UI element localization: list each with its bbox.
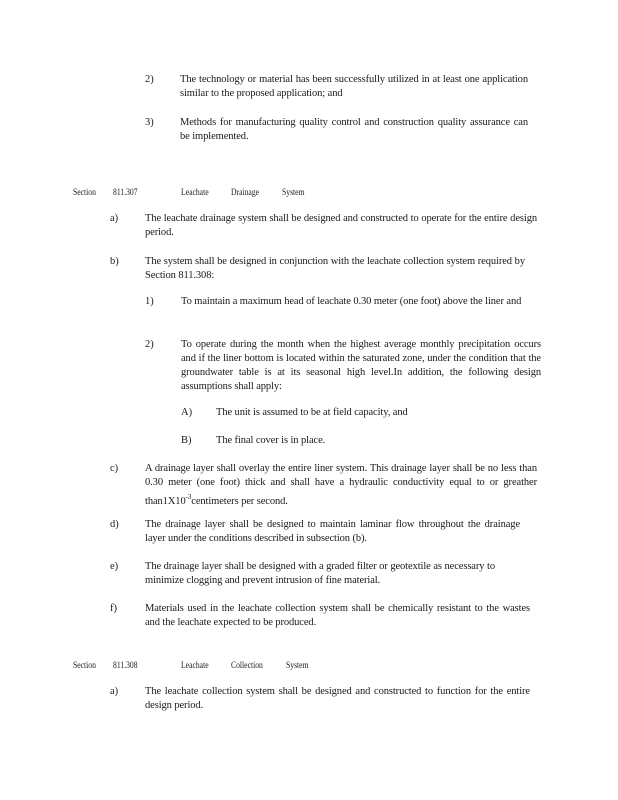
section-number: 811.308: [113, 660, 138, 670]
item-b2B-text: The final cover is in place.: [216, 435, 326, 446]
item-a-label: a): [110, 213, 119, 224]
item-d-label: d): [110, 519, 119, 530]
exponent: -3: [185, 493, 192, 501]
item-b2A-label: A): [181, 407, 193, 418]
section-word: Section: [73, 187, 96, 197]
item-c-text-before: A drainage layer shall overlay the entire liner system. This drainage layer shall be no less than 0.30 meter (one foot) thick and shall have a hydraulic conductivity equal to or greather than1X10: [145, 463, 537, 507]
item-c-text-after: centimeters per second.: [191, 496, 288, 507]
item-b2-text: To operate during the month when the highest average monthly precipitation occurs and if the liner bottom is located within the saturated zone, under the condition that the groundwater table is at its seasonal high level.In addition, the following design assumptions shall apply:: [181, 339, 541, 392]
section-title-word: Leachate: [181, 660, 209, 670]
item-308a-label: a): [110, 686, 119, 697]
section-title-word: System: [282, 187, 305, 197]
section-title-word: Drainage: [231, 187, 260, 197]
item-e-label: e): [110, 561, 119, 572]
section-title-word: Leachate: [181, 187, 209, 197]
item-b2-label: 2): [145, 339, 154, 350]
item-b2B-label: B): [181, 435, 192, 446]
item-2-text: The technology or material has been successfully utilized in at least one application similar to the proposed application; and: [180, 74, 528, 99]
section-title-word: System: [286, 660, 309, 670]
section-number: 811.307: [113, 187, 138, 197]
section-word: Section: [73, 660, 96, 670]
item-d-text: The drainage layer shall be designed to maintain laminar flow throughout the drainage layer under the conditions described in subsection (b).: [145, 519, 520, 544]
item-c-label: c): [110, 463, 119, 474]
item-f-label: f): [110, 603, 117, 614]
item-b1-label: 1): [145, 296, 154, 307]
item-c-text: [145, 462, 537, 509]
item-e-text: The drainage layer shall be designed with a graded filter or geotextile as necessary to minimize clogging and prevent intrusion of fine material.: [145, 561, 495, 586]
item-3-text: Methods for manufacturing quality control and construction quality assurance can be implemented.: [180, 117, 528, 142]
item-3-label: 3): [145, 117, 154, 128]
item-b-label: b): [110, 256, 119, 267]
item-f-text: Materials used in the leachate collection system shall be chemically resistant to the wastes and the leachate expected to be produced.: [145, 603, 530, 628]
section-title-word: Collection: [231, 660, 263, 670]
item-308a-text: The leachate collection system shall be designed and constructed to function for the entire design period.: [145, 686, 530, 711]
item-a-text: The leachate drainage system shall be designed and constructed to operate for the entire design period.: [145, 213, 537, 238]
item-b-text: The system shall be designed in conjunction with the leachate collection system required by Section 811.308:: [145, 256, 525, 281]
item-b1-text: To maintain a maximum head of leachate 0.30 meter (one foot) above the liner and: [181, 296, 522, 307]
item-2-label: 2): [145, 74, 154, 85]
item-b2A-text: The unit is assumed to be at field capacity, and: [216, 407, 408, 418]
